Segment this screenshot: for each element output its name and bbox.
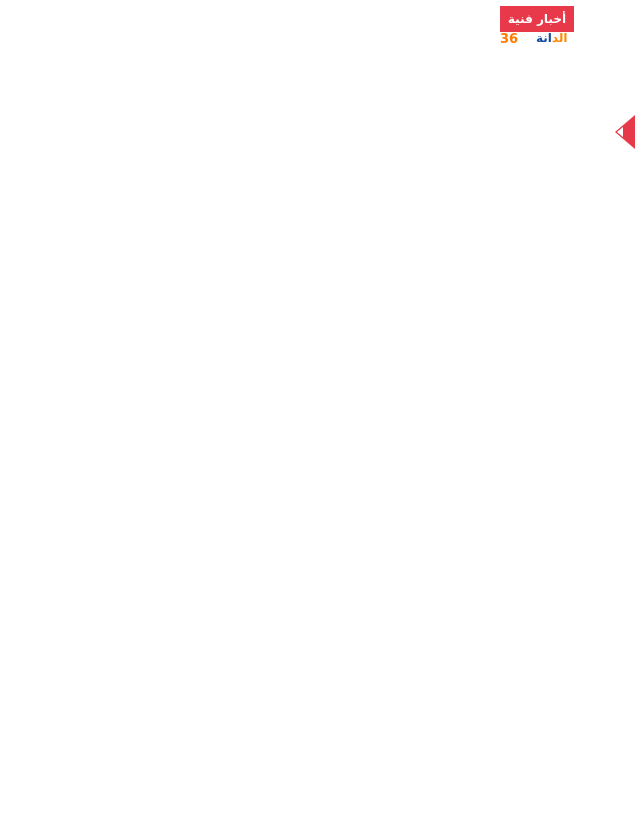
magazine-logo xyxy=(536,31,567,45)
section-tab: أخبار فنية xyxy=(500,6,574,32)
page-header xyxy=(0,0,635,50)
page-arrow-icon xyxy=(609,115,635,149)
page-number: 36 xyxy=(500,32,519,47)
logo-part-orange: الد xyxy=(551,31,568,45)
logo-part-blue: انة xyxy=(536,31,552,45)
